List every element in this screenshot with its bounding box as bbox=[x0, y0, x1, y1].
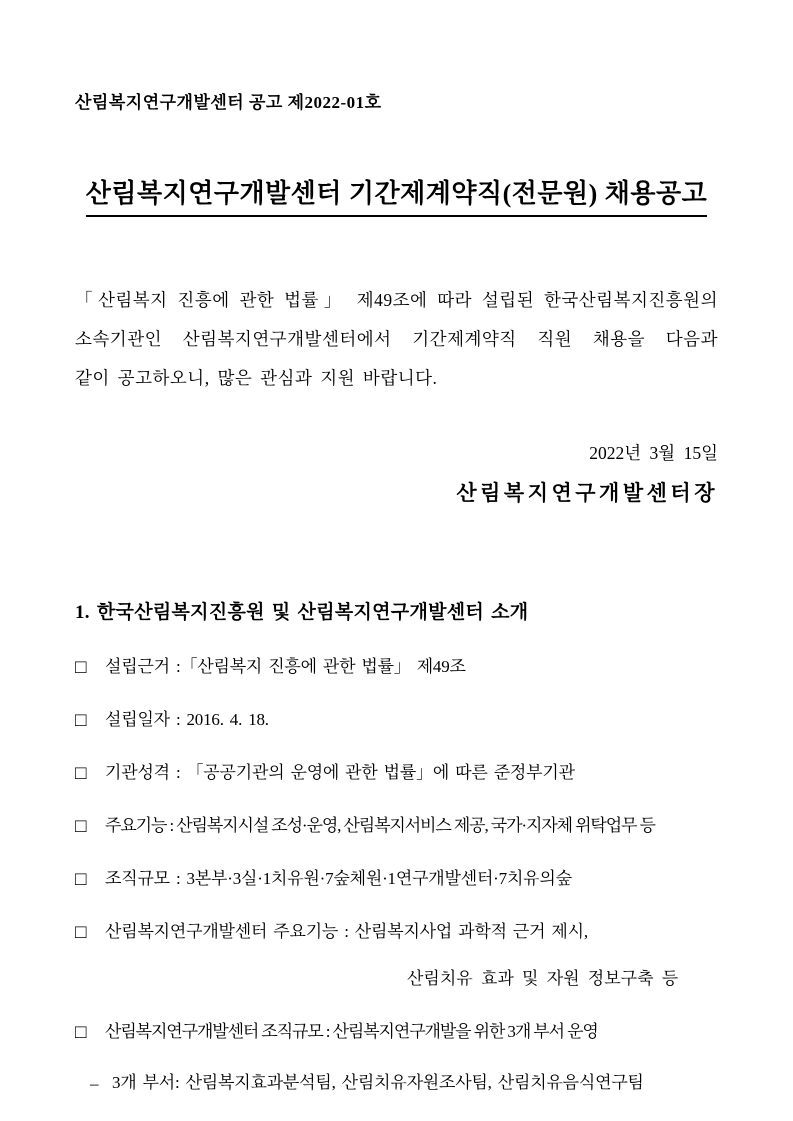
list-item-organization-type bbox=[75, 758, 718, 783]
list-subitem-departments bbox=[75, 1068, 718, 1093]
dash-marker-icon: – bbox=[90, 1074, 99, 1093]
checkbox-marker-icon: □ bbox=[75, 816, 86, 837]
list-item-center-functions bbox=[75, 917, 718, 942]
list-item-text: 설립근거 :「산림복지 진흥에 관한 법률」 제49조 bbox=[105, 657, 466, 676]
intro-line-3: 같이 공고하오니, 많은 관심과 지원 바랍니다. bbox=[75, 368, 438, 388]
list-item-center-scale bbox=[75, 1017, 718, 1042]
section1-item-list bbox=[75, 652, 718, 1093]
intro-paragraph bbox=[75, 281, 718, 398]
checkbox-marker-icon: □ bbox=[75, 763, 87, 784]
intro-line-1: 「산림복지 진흥에 관한 법률」 제49조에 따라 설립된 한국산림복지진흥원의 bbox=[75, 290, 718, 310]
list-item-establishment-basis bbox=[75, 652, 718, 677]
title-row bbox=[75, 173, 718, 217]
list-item-text: 기관성격 : 「공공기관의 운영에 관한 법률」에 따른 준정부기관 bbox=[105, 763, 575, 782]
list-item-organization-scale bbox=[75, 864, 718, 889]
checkbox-marker-icon: □ bbox=[75, 922, 87, 943]
announcement-date: 2022년 3월 15일 bbox=[589, 443, 718, 463]
intro-line-2: 소속기관인 산림복지연구개발센터에서 기간제계약직 직원 채용을 다음과 bbox=[75, 329, 718, 349]
checkbox-marker-icon: □ bbox=[75, 710, 87, 731]
list-item-text: 산림복지연구개발센터 주요기능 : 산림복지사업 과학적 근거 제시, bbox=[105, 922, 588, 941]
checkbox-marker-icon: □ bbox=[75, 869, 87, 890]
notice-number: 산림복지연구개발센터 공고 제2022-01호 bbox=[75, 93, 382, 112]
section1-heading: 1. 한국산림복지진흥원 및 산림복지연구개발센터 소개 bbox=[75, 602, 529, 623]
list-item-text: 조직규모 : 3본부·3실·1치유원·7숲체원·1연구개발센터·7치유의숲 bbox=[105, 869, 572, 888]
checkbox-marker-icon: □ bbox=[75, 657, 87, 678]
list-item-establishment-date bbox=[75, 705, 718, 730]
list-item-text: 주요기능 : 산림복지시설 조성·운영, 산림복지서비스 제공, 국가·지자체 위탁업무 등 bbox=[105, 816, 655, 835]
list-item-text: 산림복지연구개발센터 조직규모 : 산림복지연구개발을 위한 3개 부서 운영 bbox=[105, 1022, 598, 1041]
signer-title: 산림복지연구개발센터장 bbox=[456, 481, 718, 505]
checkbox-marker-icon: □ bbox=[75, 1022, 86, 1043]
list-item-text: 3개 부서: 산림복지효과분석팀, 산림치유자원조사팀, 산림치유음식연구팀 bbox=[112, 1073, 644, 1092]
list-item-main-functions bbox=[75, 811, 718, 836]
list-item-center-functions-continuation: 산림치유 효과 및 자원 정보구축 등 bbox=[407, 969, 679, 988]
list-item-text: 설립일자 : 2016. 4. 18. bbox=[105, 710, 269, 729]
document-title: 산림복지연구개발센터 기간제계약직(전문원) 채용공고 bbox=[86, 173, 708, 217]
